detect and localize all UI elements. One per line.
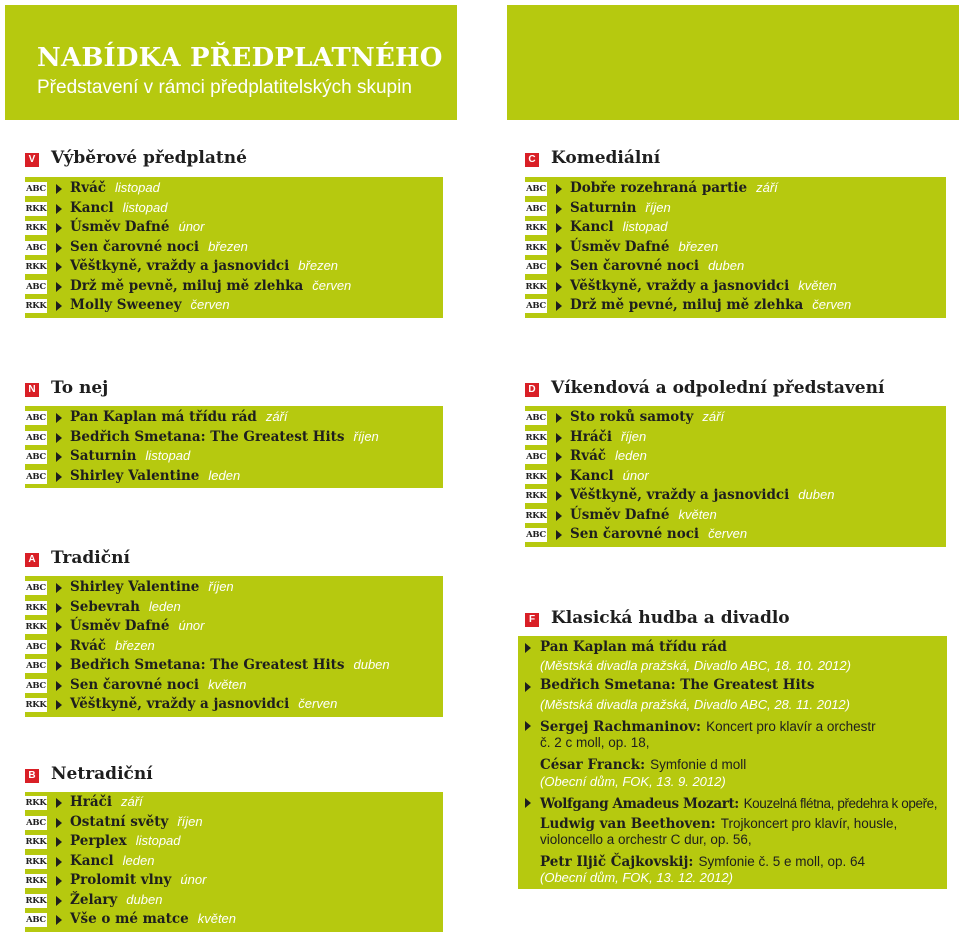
show-title: Věštkyně, vraždy a jasnovidci březen <box>70 258 339 274</box>
play-arrow-icon <box>556 262 562 272</box>
show-title: Saturnin listopad <box>70 448 191 464</box>
show-title: Kancl listopad <box>70 199 168 216</box>
section-tradicni-list <box>25 576 443 717</box>
stage-tag: ABC <box>526 301 546 311</box>
play-arrow-icon <box>56 301 62 311</box>
show-month: říjen <box>353 428 379 444</box>
play-arrow-icon <box>56 472 62 482</box>
section-komedialni-list <box>525 177 946 318</box>
section-klasicka <box>525 610 946 634</box>
play-arrow-icon <box>56 642 62 652</box>
section-title: Netradiční <box>51 764 153 784</box>
show-title: Věštkyně, vraždy a jasnovidci květen <box>570 277 837 294</box>
section-tradicni <box>25 550 443 574</box>
show-month: červen <box>190 297 230 312</box>
stage-tag: ABC <box>26 471 46 482</box>
play-arrow-icon <box>56 262 62 272</box>
show-title: Perplex listopad <box>70 833 181 849</box>
show-month: duben <box>708 258 745 273</box>
show-month: červen <box>298 696 338 711</box>
show-month: září <box>702 409 725 424</box>
play-arrow-icon <box>56 204 62 214</box>
stage-tag: RKK <box>525 281 547 292</box>
stage-tag: ABC <box>526 203 546 214</box>
play-arrow-icon <box>556 511 562 521</box>
show-title: Shirley Valentine říjen <box>70 579 234 595</box>
show-month: leden <box>148 598 181 614</box>
stage-tag: ABC <box>526 184 546 194</box>
stage-tag: RKK <box>25 700 47 710</box>
play-arrow-icon <box>56 661 62 671</box>
section-badge: D <box>525 383 539 397</box>
stage-tag: RKK <box>25 876 47 886</box>
stage-tag: RKK <box>25 223 47 233</box>
play-arrow-icon <box>56 681 62 691</box>
section-vikendova-list <box>525 406 946 547</box>
section-header <box>525 610 946 634</box>
play-arrow-icon <box>56 184 62 194</box>
play-arrow-icon <box>556 433 562 443</box>
concert-venue: (Městská divadla pražská, Divadlo ABC, 18. 10. 2012) <box>540 658 851 673</box>
show-title: Vše o mé matce květen <box>70 911 237 927</box>
play-arrow-icon <box>556 184 562 194</box>
show-title: Sen čarovné noci červen <box>570 526 748 542</box>
show-title: Úsměv Dafné květen <box>570 506 717 523</box>
show-month: říjen <box>208 579 234 594</box>
concert-title: Pan Kaplan má třídu rád <box>540 639 727 655</box>
show-month: duben <box>126 891 163 907</box>
stage-tag: RKK <box>525 471 547 482</box>
stage-tag: RKK <box>525 510 547 521</box>
show-title: Sebevrah leden <box>70 598 181 615</box>
stage-tag: ABC <box>526 452 546 462</box>
stage-tag: ABC <box>26 432 46 443</box>
play-arrow-icon <box>56 243 62 253</box>
concert-venue: (Obecní dům, FOK, 13. 9. 2012) <box>540 774 726 789</box>
show-title: Rváč leden <box>570 448 647 464</box>
stage-tag: ABC <box>26 680 46 691</box>
play-arrow-icon <box>556 282 562 292</box>
stage-tag: ABC <box>526 530 546 540</box>
concert-program: Sergej Rachmaninov: Koncert pro klavír a orchestr <box>540 719 876 735</box>
concert-title: Bedřich Smetana: The Greatest Hits <box>540 677 815 693</box>
page-subtitle: Představení v rámci předplatitelských skupin <box>37 77 412 98</box>
stage-tag: ABC <box>26 817 46 828</box>
stage-tag: RKK <box>25 301 47 311</box>
section-header <box>525 380 946 404</box>
stage-tag: ABC <box>26 661 46 671</box>
stage-tag: RKK <box>25 622 47 632</box>
show-month: únor <box>622 467 649 483</box>
section-klasicka-list <box>518 636 947 889</box>
show-title: Dobře rozehraná partie září <box>570 180 778 196</box>
stage-tag: RKK <box>525 432 547 443</box>
show-month: září <box>756 180 778 195</box>
play-arrow-icon <box>56 583 62 593</box>
show-title: Rváč listopad <box>70 180 160 196</box>
show-title: Kancl leden <box>70 852 155 869</box>
show-month: květen <box>197 911 237 926</box>
section-title: Tradiční <box>51 548 130 568</box>
show-month: listopad <box>145 448 191 463</box>
show-month: únor <box>178 618 205 633</box>
show-title: Ostatní světy říjen <box>70 813 203 830</box>
show-title: Hráči říjen <box>570 428 647 445</box>
section-badge: C <box>525 153 539 167</box>
show-title: Kancl listopad <box>570 219 668 235</box>
show-month: září <box>265 409 288 424</box>
show-month: listopad <box>135 833 181 848</box>
play-arrow-icon <box>56 896 62 906</box>
section-header <box>25 380 443 404</box>
show-month: březen <box>115 637 155 653</box>
stage-tag: RKK <box>25 856 47 867</box>
play-arrow-icon <box>556 223 562 233</box>
stage-tag: ABC <box>26 915 46 925</box>
play-arrow-icon <box>556 491 562 501</box>
show-month: říjen <box>177 813 203 829</box>
show-title: Drž mě pevné, miluj mě zlehka červen <box>570 297 852 313</box>
section-badge: F <box>525 613 539 627</box>
show-title: Věštkyně, vraždy a jasnovidci duben <box>570 487 835 503</box>
stage-tag: ABC <box>26 583 46 593</box>
page-title: NABÍDKA PŘEDPLATNÉHO <box>37 43 443 73</box>
play-arrow-icon <box>556 301 562 311</box>
concert-venue: (Obecní dům, FOK, 13. 12. 2012) <box>540 870 733 885</box>
show-month: leden <box>615 448 647 463</box>
header-banner-right <box>507 5 959 120</box>
show-month: červen <box>812 297 852 312</box>
show-title: Sen čarovné noci duben <box>570 258 745 274</box>
play-arrow-icon <box>556 413 562 423</box>
show-title: Bedřich Smetana: The Greatest Hits říjen <box>70 428 379 445</box>
show-month: únor <box>180 872 207 887</box>
section-netradicni-list <box>25 792 443 932</box>
show-title: Želary duben <box>70 891 163 908</box>
play-arrow-icon <box>56 798 62 808</box>
section-komedialni <box>525 150 946 174</box>
show-title: Saturnin říjen <box>570 199 671 216</box>
play-arrow-icon <box>56 915 62 925</box>
show-month: leden <box>122 852 155 868</box>
concert-program-cont: violoncello a orchestr C dur, op. 56, <box>540 832 752 847</box>
stage-tag: RKK <box>25 798 47 808</box>
play-arrow-icon <box>56 700 62 710</box>
section-title: To nej <box>51 378 109 398</box>
header-banner <box>5 5 457 120</box>
play-arrow-icon <box>556 204 562 214</box>
section-header <box>525 150 946 174</box>
show-title: Hráči září <box>70 794 143 810</box>
show-month: říjen <box>645 199 671 215</box>
concert-program: Petr Iljič Čajkovskij: Symfonie č. 5 e moll, op. 64 <box>540 854 866 870</box>
show-title: Sto roků samoty září <box>570 409 725 425</box>
stage-tag: RKK <box>25 203 47 214</box>
play-arrow-icon <box>56 857 62 867</box>
show-title: Úsměv Dafné únor <box>70 219 205 235</box>
section-to-nej <box>25 380 443 404</box>
show-title: Rváč březen <box>70 637 155 654</box>
play-arrow-icon <box>556 243 562 253</box>
show-title: Úsměv Dafné březen <box>570 238 719 255</box>
show-title: Prolomit vlny únor <box>70 872 207 888</box>
section-badge: V <box>25 153 39 167</box>
show-month: květen <box>208 676 247 692</box>
show-title: Úsměv Dafné únor <box>70 618 205 634</box>
show-month: září <box>120 794 143 809</box>
show-month: červen <box>312 277 352 293</box>
show-month: květen <box>678 506 717 522</box>
show-month: listopad <box>115 180 160 195</box>
play-arrow-icon <box>56 433 62 443</box>
show-title: Kancl únor <box>570 467 649 484</box>
section-to-nej-list <box>25 406 443 488</box>
stage-tag: RKK <box>25 837 47 847</box>
concert-program: Ludwig van Beethoven: Trojkoncert pro klavír, housle, <box>540 816 898 832</box>
stage-tag: ABC <box>26 281 46 292</box>
stage-tag: RKK <box>525 242 547 253</box>
play-arrow-icon <box>556 472 562 482</box>
play-arrow-icon <box>525 721 531 731</box>
section-netradicni <box>25 766 443 790</box>
play-arrow-icon <box>525 682 531 692</box>
play-arrow-icon <box>556 530 562 540</box>
show-month: duben <box>353 657 390 672</box>
stage-tag: ABC <box>26 413 46 423</box>
play-arrow-icon <box>556 452 562 462</box>
show-title: Sen čarovné noci březen <box>70 238 248 255</box>
section-title: Víkendová a odpolední představení <box>551 378 885 398</box>
stage-tag: RKK <box>525 491 547 501</box>
show-month: červen <box>708 526 748 541</box>
play-arrow-icon <box>525 798 531 808</box>
stage-tag: RKK <box>525 223 547 233</box>
show-month: květen <box>798 277 837 293</box>
stage-tag: ABC <box>526 413 546 423</box>
concert-program-cont: č. 2 c moll, op. 18, <box>540 735 650 750</box>
stage-tag: RKK <box>25 895 47 906</box>
section-title: Výběrové předplatné <box>51 148 247 168</box>
play-arrow-icon <box>56 413 62 423</box>
section-badge: N <box>25 383 39 397</box>
stage-tag: RKK <box>25 262 47 272</box>
show-title: Věštkyně, vraždy a jasnovidci červen <box>70 696 338 712</box>
show-title: Drž mě pevně, miluj mě zlehka červen <box>70 277 352 294</box>
show-title: Shirley Valentine leden <box>70 467 241 484</box>
show-month: únor <box>178 219 205 234</box>
section-vikendova <box>525 380 946 404</box>
show-month: březen <box>678 238 719 254</box>
play-arrow-icon <box>56 603 62 613</box>
stage-tag: ABC <box>26 641 46 652</box>
stage-tag: ABC <box>26 184 46 194</box>
concert-program: César Franck: Symfonie d moll <box>540 757 747 773</box>
section-vyberove <box>25 150 443 174</box>
stage-tag: RKK <box>25 602 47 613</box>
show-title: Molly Sweeney červen <box>70 297 230 313</box>
section-header <box>25 550 443 574</box>
play-arrow-icon <box>56 452 62 462</box>
show-title: Pan Kaplan má třídu rád září <box>70 409 288 425</box>
section-title: Komediální <box>551 148 661 168</box>
show-title: Sen čarovné noci květen <box>70 676 247 693</box>
concert-program: Wolfgang Amadeus Mozart: Kouzelná flétna, předehra k opeře, <box>540 796 938 812</box>
show-month: leden <box>208 467 241 483</box>
play-arrow-icon <box>56 223 62 233</box>
play-arrow-icon <box>56 876 62 886</box>
section-header <box>25 766 443 790</box>
section-header <box>25 150 443 174</box>
play-arrow-icon <box>56 837 62 847</box>
stage-tag: ABC <box>26 452 46 462</box>
section-title: Klasická hudba a divadlo <box>551 608 790 628</box>
show-month: listopad <box>122 199 168 215</box>
stage-tag: ABC <box>526 262 546 272</box>
section-badge: A <box>25 553 39 567</box>
show-month: listopad <box>622 219 668 234</box>
show-title: Bedřich Smetana: The Greatest Hits duben <box>70 657 390 673</box>
show-month: březen <box>298 258 339 273</box>
show-month: duben <box>798 487 835 502</box>
show-month: říjen <box>620 428 647 444</box>
stage-tag: ABC <box>26 242 46 253</box>
section-badge: B <box>25 769 39 783</box>
section-vyberove-list <box>25 177 443 318</box>
play-arrow-icon <box>56 622 62 632</box>
concert-venue: (Městská divadla pražská, Divadlo ABC, 28. 11. 2012) <box>540 697 850 712</box>
play-arrow-icon <box>56 282 62 292</box>
play-arrow-icon <box>56 818 62 828</box>
show-month: březen <box>208 238 248 254</box>
play-arrow-icon <box>525 643 531 653</box>
